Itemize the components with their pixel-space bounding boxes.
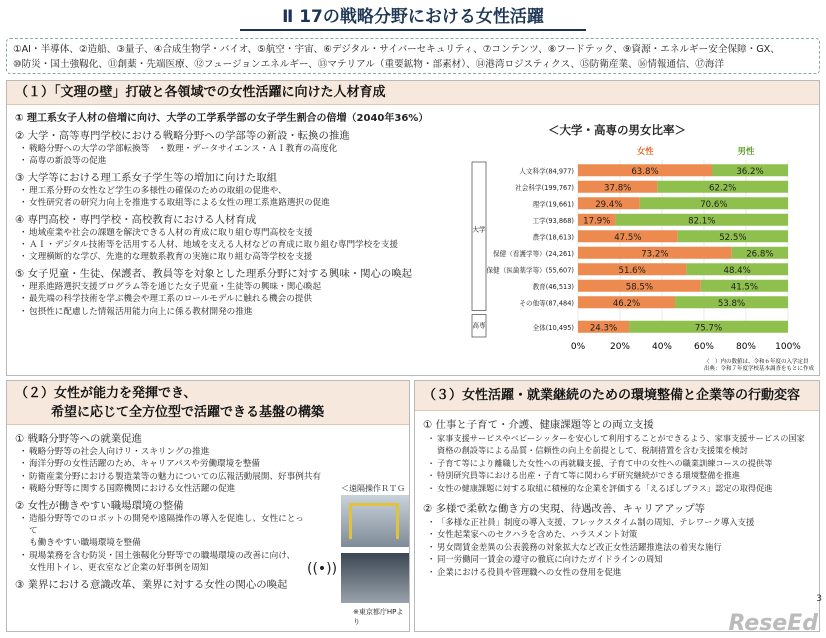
s1-item-5-sub-3: ・ 包摂性に配慮した情報活用能力向上に係る教材開発の推進: [9, 306, 479, 318]
s2-item-1-sub-3: ・ 防衛産業分野における製造業等の魅力についての広報活動展開、好事例共有: [9, 471, 329, 483]
data-label-male: 82.1%: [688, 216, 716, 227]
watermark-logo: ReseEd: [728, 611, 818, 636]
gender-ratio-chart: [470, 140, 818, 376]
group-label-kosen: 高専: [472, 321, 486, 330]
s1-item-3-sub-2: ・ 女性研究者の研究力向上を推進する取組等による女性の理工系進路選択の促進: [9, 197, 479, 209]
data-label-female: 46.2%: [612, 298, 641, 309]
s3-item-2-sub-1: ・ 「多様な正社員」制度の導入支援、フレックスタイム制の周知、テレワーク導入支援: [417, 516, 819, 528]
s2-item-2-sub-1: ・ 造船分野等でのロボットの開発や遠隔操作の導入を促進し、女性にとって: [9, 513, 309, 538]
s1-item-2-sub-1: ・ 戦略分野への大学の学部転換等 ・数理・データサイエンス・ＡＩ教育の高度化: [9, 143, 479, 155]
chart-note-2: 出典：令和７年度学校基本調査をもとに作成: [704, 366, 815, 372]
s3-item-2-sub-5: ・ 企業における役員や管理職への女性の登用を促進: [417, 566, 819, 578]
data-label-male: 48.4%: [723, 265, 751, 276]
legend-male: 男性: [737, 147, 755, 157]
section-3-header: （３）女性活躍・就業継続のための環境整備と企業等の行動変容: [415, 381, 819, 411]
data-label-male: 70.6%: [700, 199, 728, 210]
section-3: [414, 380, 820, 632]
data-label-male: 41.5%: [730, 282, 759, 293]
data-label-male: 52.5%: [719, 232, 747, 243]
s2-item-1-sub-4: ・ 戦略分野等に関する国際機関における女性活躍の促進: [9, 483, 407, 495]
category-label: 教育(46,513): [532, 282, 574, 291]
chart-title: ＜大学・高専の男女比率＞: [548, 123, 686, 137]
data-label-female: 58.5%: [625, 282, 654, 293]
s1-item-2: ② 大学・高等専門学校における戦略分野への学部等の新設・転換の推進: [15, 130, 350, 142]
s2-item-1: ① 戦略分野等への就業促進: [15, 433, 142, 445]
s1-item-4-sub-2: ・ ＡＩ・デジタル技術等を活用する人材、地域を支える人材などの育成に取り組む専門学校を支援: [9, 239, 479, 251]
s3-item-2-sub-2: ・ 女性起業家へのセクハラを含めた、ハラスメント対策: [417, 528, 819, 540]
s1-item-3-sub-1: ・ 理工系分野の女性など学生の多様性の確保のための取組の促進や、: [9, 185, 479, 197]
x-tick-label: 60%: [693, 342, 715, 352]
chart-note-1: （ ）内の数値は、令和６年度の入学定員: [704, 359, 809, 365]
group-bracket-university: [472, 162, 486, 311]
s1-item-5: ⑤ 女子児童・生徒、保護者、教員等を対象とした理系分野に対する興味・関心の喚起: [15, 267, 413, 280]
s1-item-5-sub-1: ・ 理系進路選択支援プログラム等を通じた女子児童・生徒等の興味・関心喚起: [9, 281, 479, 293]
s3-item-2-sub-3: ・ 男女間賃金差異の公表義務の対象拡大など改正女性活躍推進法の着実な施行: [417, 541, 819, 553]
s2-item-2-sub-1b: も働きやすい職場環境を整備: [29, 538, 141, 549]
data-label-male: 62.2%: [709, 183, 737, 194]
category-label: 人文科学(84,977): [519, 167, 574, 176]
data-label-female: 29.4%: [595, 199, 623, 210]
category-label: その他等(87,484): [519, 299, 574, 308]
category-label: 全体(10,495): [532, 323, 574, 332]
photo-caption: ＜遠隔操作ＲＴＧ: [341, 484, 405, 493]
x-tick-label: 0%: [570, 342, 586, 352]
data-label-female: 37.8%: [604, 183, 632, 194]
section-1-header: （１）「文理の壁」打破と各領域での女性活躍に向けた人材育成: [7, 81, 819, 105]
data-label-male: 75.7%: [694, 323, 723, 334]
s1-item-4-sub-3: ・ 文理横断的な学び、先進的な理数系教育の実施に取り組む高等学校を支援: [9, 251, 479, 263]
x-tick-label: 20%: [609, 342, 631, 352]
s3-item-1-sub-3: ・ 特別研究員等における出産・子育て等に関わらず研究継続ができる環境整備を推進: [417, 469, 819, 481]
category-label: 保健（看護学等）(24,261): [493, 249, 574, 258]
s2-item-1-sub-2: ・ 海洋分野の女性活躍のため、キャリアパスや労働環境を整備: [9, 458, 407, 470]
fields-line-1: ①AI・半導体、②造船、③量子、④合成生物学・バイオ、⑤航空・宇宙、⑥デジタル・サイバーセキュリティ、⑦コンテンツ、⑧フードテック、⑨資源・エネルギー安全保障・GX、: [13, 44, 780, 55]
data-label-female: 17.9%: [583, 216, 611, 227]
page-number: 3: [816, 594, 822, 604]
x-tick-label: 40%: [651, 342, 673, 352]
category-label: 農学(18,613): [532, 233, 574, 242]
group-label-university: 大学: [472, 225, 486, 234]
category-label: 社会科学(199,767): [515, 183, 574, 192]
data-label-female: 47.5%: [614, 232, 642, 243]
s2-item-3: ③ 業界における意識改革、業界に対する女性の関心の喚起: [15, 578, 288, 591]
fields-line-2: ⑩防災・国土強靱化、⑪創薬・先端医療、⑫フュージョンエネルギー、⑬マテリアル（重要鉱物・部素材）、⑭港湾ロジスティクス、⑮防衛産業、⑯情報通信、⑰海洋: [13, 59, 725, 70]
section-2-header-line-1: （２）女性が能力を発揮でき、: [15, 386, 197, 401]
data-label-male: 53.8%: [717, 298, 746, 309]
s2-item-1-sub-1: ・ 戦略分野等の社会人向けリ・スキリングの推進: [9, 446, 407, 458]
s1-item-5-sub-2: ・ 最先端の科学技術を学ぶ機会や理工系のロールモデルに触れる機会の提供: [9, 293, 479, 305]
s1-item-4-sub-1: ・ 地域産業や社会の課題を解決できる人材の育成に取り組む専門高校を支援: [9, 227, 479, 239]
x-tick-label: 100%: [775, 342, 801, 352]
s1-item-1: ① 理工系女子人材の倍増に向け、大学の工学系学部の女子学生割合の倍増（2040年36%）: [15, 113, 429, 124]
s3-item-1: ① 仕事と子育て・介護、健康課題等との両立支援: [423, 419, 654, 431]
s1-item-4: ④ 専門高校・専門学校・高校教育における人材育成: [15, 213, 257, 226]
category-label: 工学(93,868): [532, 216, 574, 225]
s3-item-1-sub-1: ・ 家事支援サービスやベビーシッターを安心して利用することができるよう、家事支援サービスの国家: [417, 432, 819, 444]
s3-item-1-sub-4: ・ 女性の健康課題に対する取組に積極的な企業を評価する「えるぼしプラス」認定の取得促進: [417, 482, 819, 494]
wireless-icon: ((•)): [307, 561, 338, 577]
data-label-male: 36.2%: [736, 166, 764, 177]
section-2: [6, 380, 410, 632]
category-label: 理学(19,661): [532, 200, 574, 209]
s3-item-1-sub-2: ・ 子育て等により離職した女性への再就職支援、子育て中の女性への職業訓練コースの提供等: [417, 457, 819, 469]
section-2-header: [7, 381, 409, 425]
s1-item-2-sub-2: ・ 高専の新設等の促進: [9, 155, 479, 167]
legend-female: 女性: [636, 147, 654, 157]
s3-item-2-sub-4: ・ 同一労働同一賃金の遵守の徹底に向けたガイドラインの周知: [417, 553, 819, 565]
data-label-female: 73.2%: [641, 249, 669, 260]
data-label-female: 24.3%: [589, 323, 618, 334]
s3-item-1-sub-1b: 資格の創設等による品質・信頼性の向上を前提として、税制措置を含む支援策を検討: [437, 445, 748, 456]
page-title: Ⅱ 17の戦略分野における女性活躍: [0, 0, 826, 34]
x-tick-label: 80%: [735, 342, 757, 352]
section-2-header-line-2: 希望に応じて全方位型で活躍できる基盤の構築: [51, 405, 325, 420]
photo-credit: ※東京都庁HPより: [353, 608, 404, 626]
category-label: 保健（医歯薬学等）(55,607): [486, 266, 574, 275]
s3-item-2: ② 多様で柔軟な働き方の実現、待遇改善、キャリアアップ等: [423, 503, 706, 516]
s1-item-3: ③ 大学等における理工系女子学生等の増加に向けた取組: [15, 171, 277, 184]
s2-item-2: ② 女性が働きやすい職場環境の整備: [15, 499, 184, 512]
rtg-crane-photo: [341, 495, 409, 547]
data-label-female: 63.8%: [631, 166, 659, 177]
data-label-female: 51.6%: [618, 265, 646, 276]
s2-item-2-sub-2b: 女性用トイレ、更衣室など企業の好事例を周知: [29, 563, 209, 574]
strategic-fields-list: [6, 38, 820, 74]
remote-operation-room-photo: [341, 553, 409, 603]
data-label-male: 26.8%: [746, 249, 774, 260]
s2-item-2-sub-2: ・ 現場業務を含む防災・国土強靱化分野等での職場環境の改善に向け、: [9, 550, 309, 562]
